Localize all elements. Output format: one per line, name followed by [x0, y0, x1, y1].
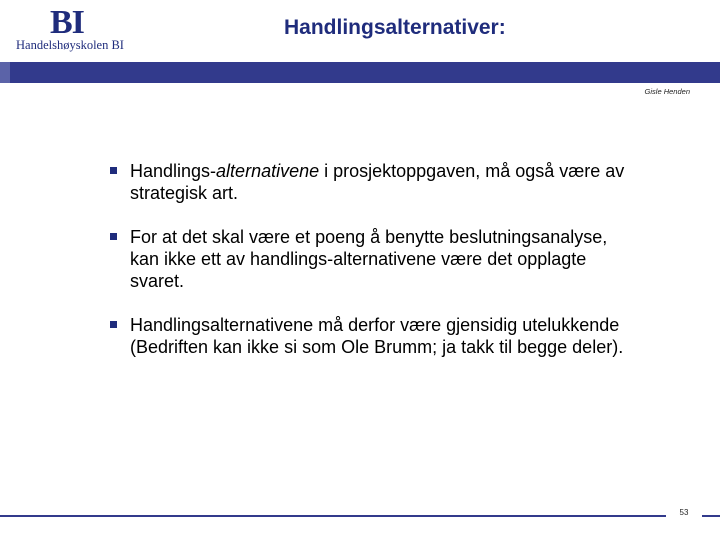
bullet-item [110, 226, 630, 292]
bullet-item [110, 160, 630, 204]
square-bullet-icon [110, 321, 117, 328]
author-name: Gisle Henden [644, 87, 690, 96]
slide-title: Handlingsalternativer: [284, 16, 506, 39]
bullet-text: Handlingsalternativene må derfor være gjensidig utelukkende (Bedriften kan ikke si som Ole Brumm; ja takk til begge deler). [130, 315, 624, 357]
bi-logo-mark: BI [50, 4, 84, 41]
square-bullet-icon [110, 233, 117, 240]
bullet-text-rest: i prosjektoppgaven, må også være av strategisk art. [130, 161, 625, 203]
bullet-text: For at det skal være et poeng å benytte beslutningsanalyse, kan ikke ett av handlings-alternativene være det opplagte svaret. [130, 227, 608, 291]
header-bar-accent [0, 62, 10, 83]
bullet-text-prefix: Handlings- [130, 161, 217, 181]
square-bullet-icon [110, 167, 117, 174]
page-number: 53 [666, 506, 702, 520]
footer-line [0, 515, 720, 517]
bullet-list [110, 160, 630, 380]
header-bar [0, 62, 720, 83]
bullet-text-emphasis: alternativene [216, 161, 320, 181]
bi-logo [14, 4, 144, 56]
bi-logo-text: Handelshøyskolen BI [16, 38, 124, 52]
bullet-item [110, 314, 630, 358]
